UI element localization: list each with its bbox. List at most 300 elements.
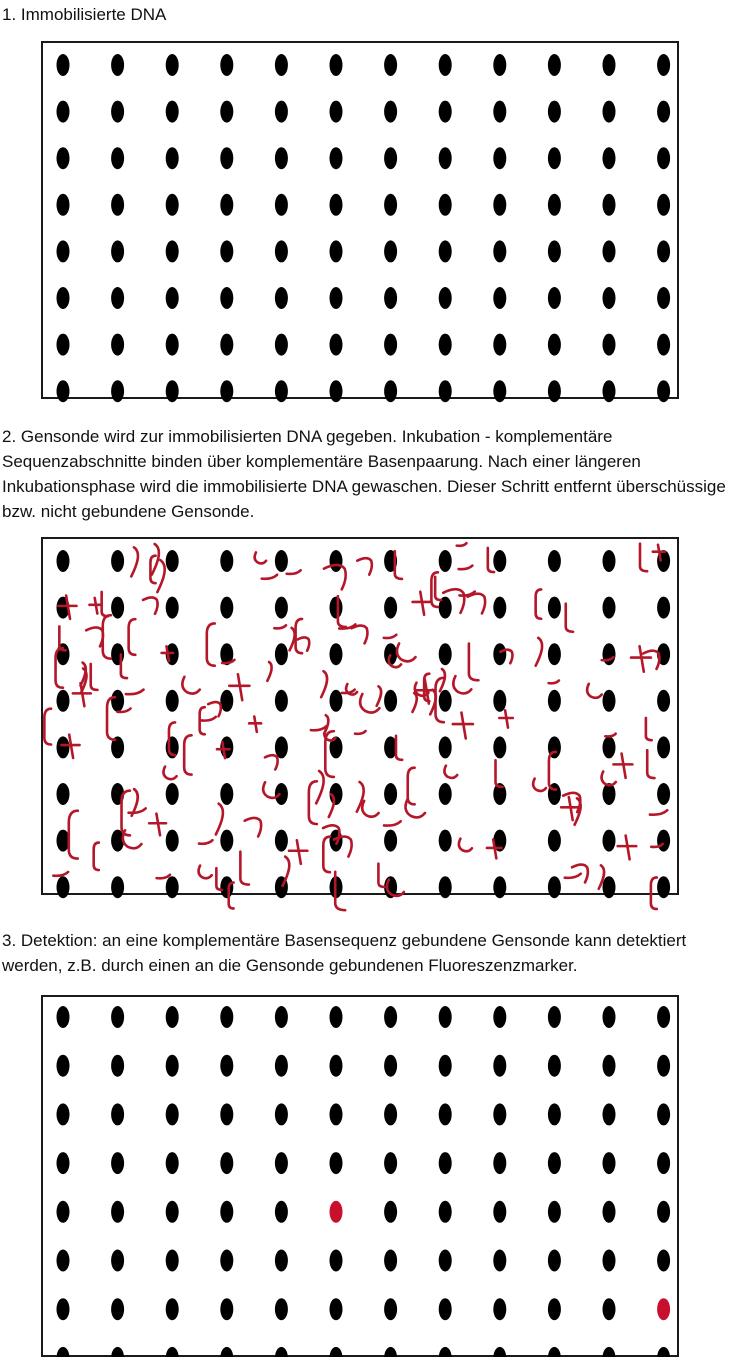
step1-dna-spot — [384, 380, 397, 402]
step1-dna-spot — [57, 287, 70, 309]
gene-probe-strand — [435, 577, 441, 600]
step1-dna-spot — [330, 240, 343, 262]
step1-dna-spot — [657, 380, 670, 402]
step2-dna-spot — [603, 690, 616, 712]
step3-dna-spot — [548, 1152, 561, 1174]
step3-dna-spot — [220, 1152, 233, 1174]
gene-probe-strand — [355, 731, 366, 734]
gene-probe-strand — [44, 709, 51, 745]
gene-probe-strand — [444, 766, 457, 778]
step3-dna-spot — [493, 1347, 506, 1357]
step3-dna-spot — [166, 1347, 179, 1357]
step2-dna-spot — [275, 736, 288, 758]
gene-probe-strand — [378, 864, 384, 887]
step1-dna-spot — [166, 101, 179, 123]
gene-probe-strand — [397, 643, 416, 661]
step3-dna-spot — [220, 1055, 233, 1077]
step2-dna-spot — [275, 643, 288, 665]
step1-dna-spot — [657, 54, 670, 76]
gene-probe-strand — [384, 635, 396, 638]
step1-dna-spot — [384, 334, 397, 356]
step3-detected-spot — [330, 1201, 343, 1223]
step1-dna-spot — [330, 194, 343, 216]
step1-dna-spot — [384, 194, 397, 216]
step3-dna-spot — [275, 1152, 288, 1174]
step3-dna-spot — [548, 1006, 561, 1028]
step3-dna-spot — [275, 1006, 288, 1028]
step3-dna-spot — [657, 1201, 670, 1223]
step2-dna-spot — [603, 643, 616, 665]
step1-dna-spot — [111, 147, 124, 169]
step3-dna-spot — [493, 1201, 506, 1223]
gene-probe-strand — [69, 811, 78, 859]
step1-dna-spot — [220, 287, 233, 309]
step1-dna-spot — [439, 194, 452, 216]
step2-dna-spot — [439, 876, 452, 898]
gene-probe-strand — [321, 671, 327, 697]
gene-probe-strand — [283, 857, 290, 886]
step3-dna-spot — [384, 1298, 397, 1320]
step3-dna-spot — [493, 1250, 506, 1272]
step1-dna-spot — [439, 147, 452, 169]
step3-dna-spot — [493, 1103, 506, 1125]
step3-detected-spot — [657, 1298, 670, 1320]
step1-dna-spot — [220, 334, 233, 356]
step2-dna-spot — [111, 597, 124, 619]
step3-dna-spot — [657, 1250, 670, 1272]
step1-dna-spot — [166, 287, 179, 309]
dna-array-step3 — [43, 997, 677, 1355]
step2-dna-spot — [220, 783, 233, 805]
gene-probe-strand — [631, 646, 651, 672]
step2-dna-spot — [275, 690, 288, 712]
gene-probe-strand — [453, 676, 471, 693]
step2-dna-spot — [548, 597, 561, 619]
gene-probe-strand — [323, 837, 330, 872]
step2-dna-spot — [548, 643, 561, 665]
step2-dna-spot — [330, 597, 343, 619]
gene-probe-strand — [316, 771, 323, 803]
step2-dna-spot — [493, 690, 506, 712]
step2-dna-spot — [275, 783, 288, 805]
step1-dna-spot — [220, 194, 233, 216]
step3-dna-spot — [493, 1152, 506, 1174]
gene-probe-strand — [651, 844, 663, 847]
step3-dna-spot — [657, 1055, 670, 1077]
gene-probe-strand — [561, 797, 579, 820]
step2-dna-spot — [166, 597, 179, 619]
step2-dna-spot — [384, 597, 397, 619]
gene-probe-strand — [149, 814, 166, 836]
step1-dna-spot — [275, 380, 288, 402]
gene-probe-strand — [357, 558, 372, 574]
step1-dna-spot — [57, 240, 70, 262]
gene-probe-strand — [396, 736, 402, 760]
step1-dna-spot — [548, 334, 561, 356]
gene-probe-strand — [91, 664, 98, 690]
gene-probe-strand — [647, 750, 654, 778]
gene-probe-strand — [121, 655, 127, 679]
step2-dna-spot — [493, 736, 506, 758]
step3-dna-spot — [111, 1347, 124, 1357]
gene-probe-strand — [650, 810, 667, 815]
step1-dna-spot — [548, 287, 561, 309]
step2-dna-spot — [657, 830, 670, 852]
gene-probe-strand — [651, 877, 657, 909]
step1-dna-spot — [657, 287, 670, 309]
step1-dna-spot — [166, 240, 179, 262]
step3-dna-spot — [330, 1298, 343, 1320]
gene-probe-strand — [384, 821, 401, 825]
gene-probe-strand — [311, 726, 326, 730]
step3-dna-spot — [493, 1055, 506, 1077]
step2-dna-spot — [493, 643, 506, 665]
step3-dna-spot — [657, 1152, 670, 1174]
step1-dna-spot — [493, 54, 506, 76]
gene-probe-strand — [290, 628, 295, 650]
gene-probe-strand — [646, 718, 652, 740]
step3-dna-spot — [330, 1103, 343, 1125]
step3-dna-spot — [603, 1347, 616, 1357]
gene-probe-strand — [453, 713, 473, 739]
step2-dna-spot — [548, 550, 561, 572]
gene-probe-strand — [129, 808, 146, 812]
step2-dna-spot — [57, 736, 70, 758]
step3-dna-spot — [603, 1250, 616, 1272]
step3-dna-spot — [57, 1152, 70, 1174]
gene-probe-strand — [536, 638, 542, 666]
step1-dna-spot — [439, 54, 452, 76]
step3-dna-spot — [439, 1298, 452, 1320]
step3-dna-spot — [548, 1250, 561, 1272]
step1-dna-spot — [439, 240, 452, 262]
step2-dna-spot — [439, 550, 452, 572]
gene-probe-strand — [131, 547, 138, 576]
step2-dna-spot — [330, 690, 343, 712]
gene-probe-strand — [362, 801, 378, 817]
step2-dna-spot — [220, 830, 233, 852]
step2-dna-spot — [330, 550, 343, 572]
gene-probe-strand — [143, 597, 158, 613]
step2-dna-spot — [330, 643, 343, 665]
gene-probe-strand — [157, 560, 164, 592]
step3-dna-spot — [330, 1006, 343, 1028]
step3-dna-spot — [384, 1055, 397, 1077]
step2-dna-spot — [166, 830, 179, 852]
step3-dna-spot — [657, 1006, 670, 1028]
step3-dna-spot — [275, 1347, 288, 1357]
step2-dna-spot — [657, 876, 670, 898]
step3-dna-spot — [166, 1201, 179, 1223]
step2-dna-spot — [166, 876, 179, 898]
step1-dna-spot — [166, 380, 179, 402]
dna-array-step2 — [43, 539, 677, 893]
step1-dna-spot — [111, 240, 124, 262]
step3-dna-spot — [657, 1103, 670, 1125]
step1-dna-spot — [330, 380, 343, 402]
gene-probe-strand — [267, 662, 271, 681]
step3-dna-spot — [603, 1055, 616, 1077]
step1-dna-spot — [493, 334, 506, 356]
step1-dna-spot — [548, 380, 561, 402]
step3-dna-spot — [220, 1201, 233, 1223]
step2-dna-spot — [220, 690, 233, 712]
step3-dna-spot — [548, 1055, 561, 1077]
step1-dna-spot — [603, 147, 616, 169]
step1-dna-spot — [275, 147, 288, 169]
step1-dna-spot — [657, 334, 670, 356]
step3-caption: 3. Detektion: an eine komplementäre Basensequenz gebundene Gensonde kann detektiert werden, z.B. durch einen an die Gensonde gebundenen Fluoreszenzmarker. — [2, 931, 687, 975]
step3-dna-spot — [57, 1298, 70, 1320]
step2-dna-spot — [275, 550, 288, 572]
step3-dna-spot — [57, 1250, 70, 1272]
step3-dna-spot — [657, 1347, 670, 1357]
step2-dna-spot — [657, 783, 670, 805]
step2-dna-spot — [439, 736, 452, 758]
step1-dna-spot — [603, 54, 616, 76]
step1-dna-spot — [439, 287, 452, 309]
gene-probe-strand — [643, 651, 659, 669]
gene-probe-strand — [377, 686, 381, 705]
step3-dna-spot — [548, 1201, 561, 1223]
step1-dna-spot — [57, 380, 70, 402]
step1-dna-spot — [111, 101, 124, 123]
step3-dna-spot — [330, 1055, 343, 1077]
gene-probe-strand — [549, 681, 559, 684]
step3-dna-spot — [384, 1006, 397, 1028]
step1-dna-spot — [330, 101, 343, 123]
step2-dna-spot — [111, 876, 124, 898]
step3-dna-spot — [439, 1055, 452, 1077]
step2-dna-spot — [439, 783, 452, 805]
step1-dna-spot — [57, 101, 70, 123]
gene-probe-strand — [123, 830, 142, 848]
step3-dna-spot — [439, 1103, 452, 1125]
step3-dna-spot — [493, 1298, 506, 1320]
step2-dna-spot — [166, 783, 179, 805]
step1-dna-spot — [384, 147, 397, 169]
gene-probe-strand — [287, 570, 301, 574]
step3-dna-spot — [275, 1298, 288, 1320]
gene-probe-strand — [262, 575, 277, 579]
step1-dna-spot — [548, 147, 561, 169]
step1-dna-spot — [439, 334, 452, 356]
step2-dna-spot — [384, 830, 397, 852]
step1-dna-spot — [493, 194, 506, 216]
step3-dna-spot — [220, 1103, 233, 1125]
gene-probe-strand — [201, 717, 215, 721]
step1-dna-spot — [275, 194, 288, 216]
step3-dna-spot — [166, 1055, 179, 1077]
step1-dna-spot — [111, 380, 124, 402]
step1-dna-spot — [384, 287, 397, 309]
step2-dna-spot — [57, 783, 70, 805]
gene-probe-strand — [207, 623, 215, 665]
step3-dna-spot — [57, 1103, 70, 1125]
step3-dna-spot — [330, 1152, 343, 1174]
step1-dna-spot — [57, 194, 70, 216]
step2-dna-spot — [57, 690, 70, 712]
step1-dna-spot — [220, 101, 233, 123]
step1-dna-spot — [493, 240, 506, 262]
step3-dna-spot — [603, 1103, 616, 1125]
step1-dna-spot — [657, 194, 670, 216]
step3-dna-spot — [439, 1006, 452, 1028]
step1-dna-spot — [275, 287, 288, 309]
step3-dna-spot — [384, 1152, 397, 1174]
step1-dna-spot — [330, 54, 343, 76]
step2-dna-spot — [439, 643, 452, 665]
step2-dna-spot — [384, 783, 397, 805]
step2-caption: 2. Gensonde wird zur immobilisierten DNA gegeben. Inkubation - komplementäre Sequenzabschnitte binden über komplementäre Basenpaarung. Nach einer längeren Inkubationsphase wird die immobilisierte DNA gewaschen. Dieser Schritt entfernt überschüssige bzw. nicht gebundene Gensonde. — [2, 427, 726, 521]
gene-probe-strand — [182, 677, 199, 694]
gene-probe-strand — [245, 818, 261, 837]
step1-dna-spot — [111, 194, 124, 216]
step3-dna-spot — [275, 1250, 288, 1272]
gene-probe-strand — [184, 735, 191, 774]
step2-dna-spot — [548, 876, 561, 898]
step1-dna-spot — [111, 334, 124, 356]
step2-dna-spot — [603, 876, 616, 898]
gene-probe-strand — [640, 544, 647, 572]
step2-dna-spot — [493, 550, 506, 572]
step3-dna-spot — [439, 1347, 452, 1357]
step1-dna-spot — [57, 147, 70, 169]
step3-dna-spot — [275, 1201, 288, 1223]
gene-probe-strand — [496, 760, 503, 787]
gene-probe-strand — [296, 619, 302, 653]
step1-dna-spot — [384, 101, 397, 123]
step3-dna-spot — [548, 1347, 561, 1357]
step1-dna-spot — [603, 101, 616, 123]
gene-probe-strand — [613, 754, 632, 778]
step2-dna-spot — [548, 690, 561, 712]
step3-dna-spot — [220, 1298, 233, 1320]
step3-dna-spot — [548, 1298, 561, 1320]
gene-probe-strand — [163, 767, 176, 780]
step1-dna-spot — [111, 54, 124, 76]
step3-dna-spot — [166, 1298, 179, 1320]
step2-dna-spot — [275, 597, 288, 619]
step3-dna-spot — [166, 1152, 179, 1174]
step2-dna-spot — [657, 597, 670, 619]
step2-dna-spot — [603, 830, 616, 852]
step1-dna-spot — [603, 287, 616, 309]
gene-probe-strand — [199, 866, 212, 879]
step3-dna-spot — [493, 1006, 506, 1028]
step3-dna-spot — [220, 1347, 233, 1357]
step1-dna-spot — [330, 334, 343, 356]
step2-dna-spot — [220, 876, 233, 898]
gene-probe-strand — [126, 690, 144, 695]
step3-dna-spot — [111, 1006, 124, 1028]
step1-dna-spot — [275, 240, 288, 262]
step3-dna-spot — [330, 1250, 343, 1272]
step3-dna-spot — [220, 1006, 233, 1028]
step3-dna-spot — [439, 1152, 452, 1174]
step2-dna-spot — [439, 830, 452, 852]
step3-dna-spot — [111, 1298, 124, 1320]
step2-dna-spot — [657, 690, 670, 712]
gene-probe-strand — [152, 544, 159, 575]
panel-immobilized-dna — [41, 41, 679, 399]
step3-dna-spot — [275, 1103, 288, 1125]
gene-probe-strand — [468, 594, 485, 614]
gene-probe-strand — [488, 548, 494, 572]
step1-dna-spot — [330, 147, 343, 169]
step1-dna-spot — [275, 334, 288, 356]
gene-probe-strand — [103, 615, 111, 659]
gene-probe-strand — [469, 644, 479, 681]
step1-dna-spot — [603, 380, 616, 402]
step2-dna-spot — [275, 830, 288, 852]
step3-dna-spot — [166, 1006, 179, 1028]
gene-probe-strand — [94, 843, 99, 870]
step1-dna-spot — [220, 380, 233, 402]
gene-probe-strand — [457, 543, 467, 546]
step2-dna-spot — [111, 690, 124, 712]
step1-dna-spot — [548, 54, 561, 76]
step2-dna-spot — [439, 690, 452, 712]
gene-probe-strand — [618, 836, 637, 860]
gene-probe-strand — [459, 566, 473, 570]
gene-probe-strand — [298, 637, 310, 650]
step2-dna-spot — [548, 830, 561, 852]
gene-probe-strand — [199, 840, 213, 844]
step2-dna-spot — [493, 876, 506, 898]
step1-dna-spot — [657, 240, 670, 262]
step3-dna-spot — [384, 1250, 397, 1272]
step1-dna-spot — [603, 240, 616, 262]
step1-dna-spot — [166, 194, 179, 216]
gene-probe-strand — [73, 683, 91, 706]
step3-dna-spot — [57, 1006, 70, 1028]
gene-probe-strand — [533, 779, 546, 791]
gene-probe-strand — [208, 702, 221, 716]
step2-dna-spot — [57, 876, 70, 898]
step1-dna-spot — [439, 101, 452, 123]
panel-probe-incubation — [41, 537, 679, 895]
step3-dna-spot — [603, 1006, 616, 1028]
gene-probe-strand — [255, 552, 266, 563]
gene-probe-strand — [86, 627, 103, 646]
gene-probe-strand — [90, 598, 102, 614]
gene-probe-strand — [265, 755, 278, 769]
gene-probe-strand — [565, 874, 581, 878]
step2-dna-spot — [166, 690, 179, 712]
step1-dna-spot — [275, 101, 288, 123]
panel-detection — [41, 995, 679, 1357]
gene-probe-strand — [459, 839, 472, 852]
step1-dna-spot — [330, 287, 343, 309]
step3-dna-spot — [603, 1298, 616, 1320]
step3-dna-spot — [275, 1055, 288, 1077]
step3-dna-spot — [548, 1103, 561, 1125]
step3-dna-spot — [57, 1055, 70, 1077]
step2-dna-spot — [220, 597, 233, 619]
step1-dna-spot — [57, 334, 70, 356]
step3-dna-spot — [384, 1103, 397, 1125]
step1-dna-spot — [657, 101, 670, 123]
step3-dna-spot — [166, 1250, 179, 1272]
step1-dna-spot — [384, 240, 397, 262]
step1-dna-spot — [548, 194, 561, 216]
step1-dna-spot — [166, 334, 179, 356]
step1-dna-spot — [439, 380, 452, 402]
step3-dna-spot — [111, 1103, 124, 1125]
step1-dna-spot — [220, 147, 233, 169]
step1-dna-spot — [166, 54, 179, 76]
